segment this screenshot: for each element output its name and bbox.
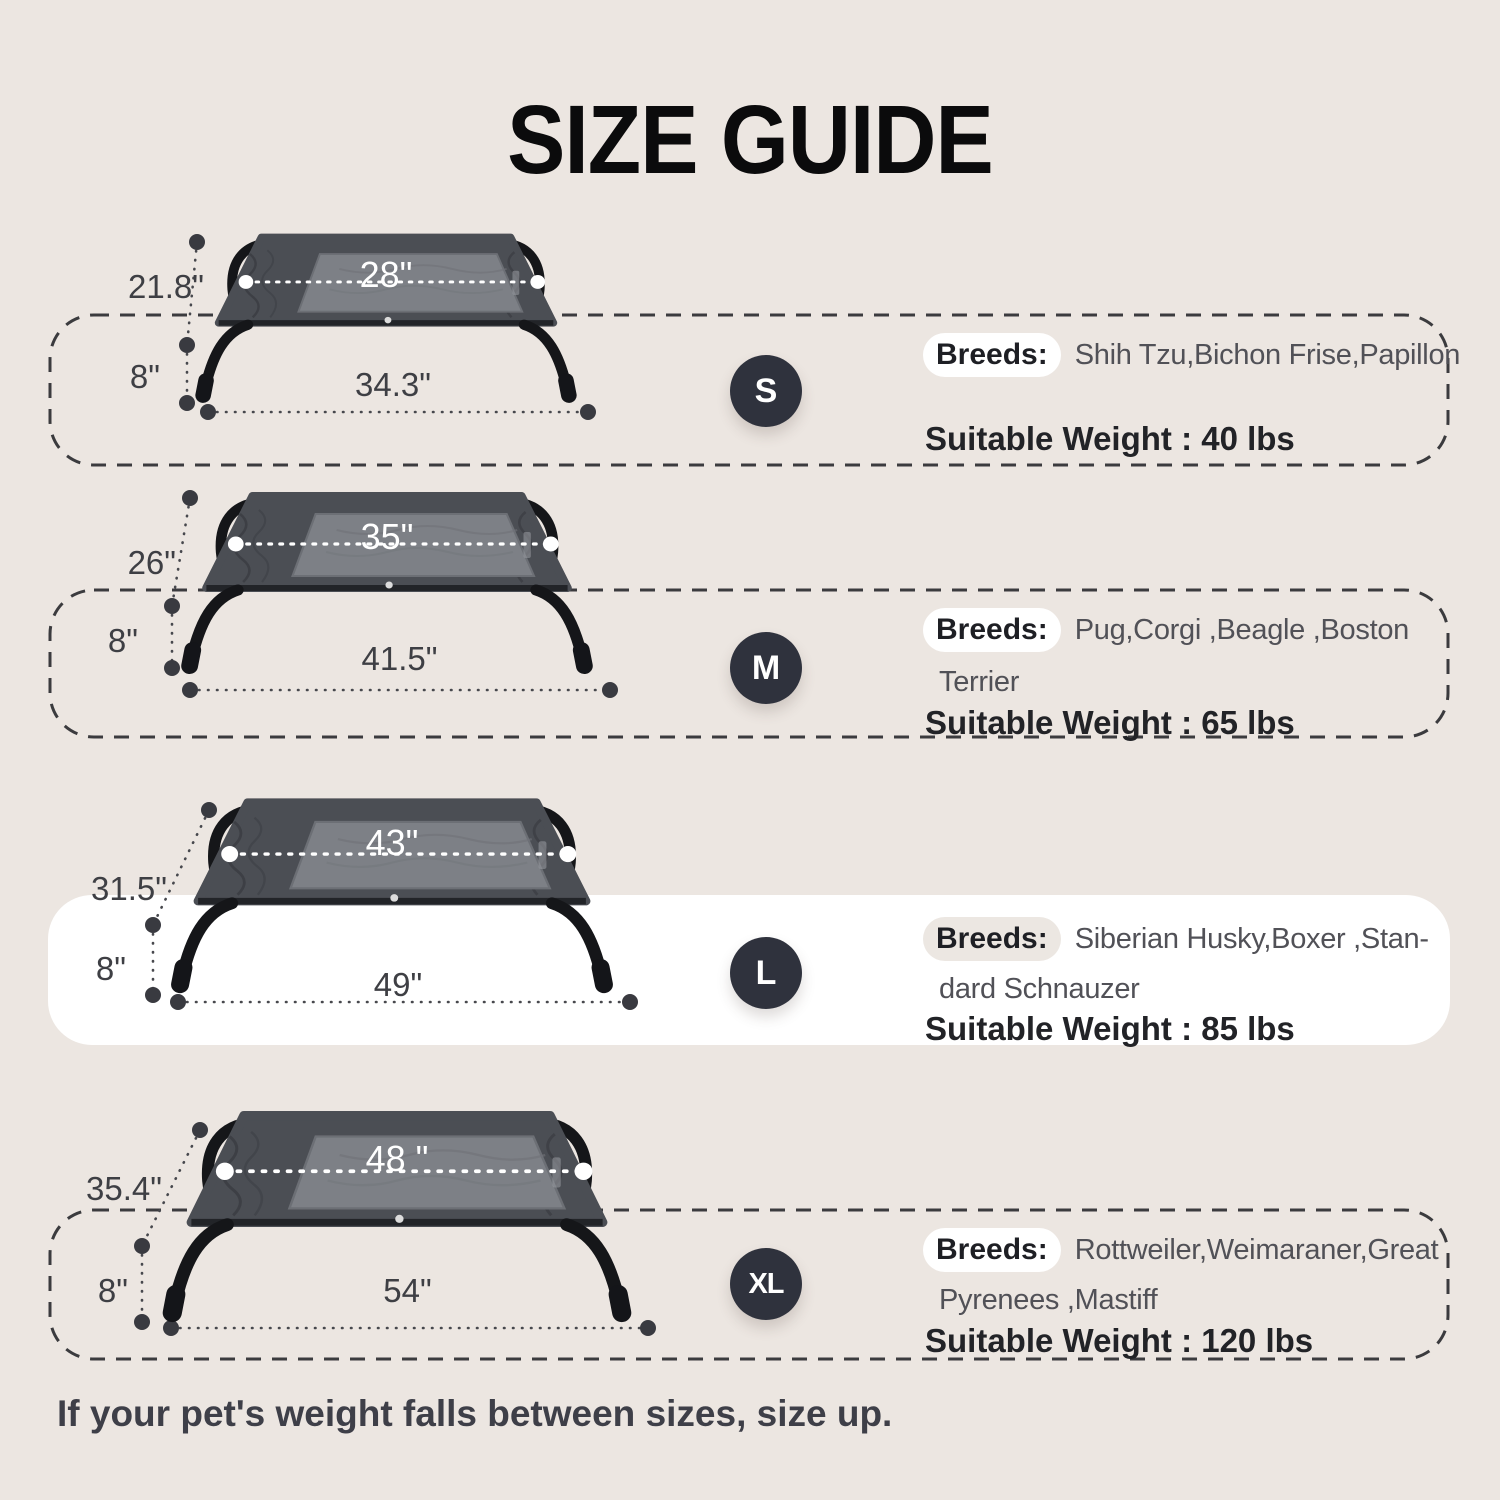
dimension-label-bottom-width: 34.3" [355, 366, 431, 403]
size-row-s [0, 230, 1500, 510]
dimension-label-height: 8" [97, 1272, 128, 1309]
dimension-label-height: 8" [129, 358, 160, 395]
suitable-weight: Suitable Weight : 120 lbs [925, 1322, 1314, 1359]
suitable-weight: Suitable Weight : 65 lbs [925, 704, 1295, 741]
dimension-label-top-width: 35" [360, 516, 414, 557]
size-badge-s [730, 355, 802, 427]
breeds-label-pill: Breeds: [923, 608, 1061, 652]
breeds-value: Rottweiler,Weimaraner,Great [1074, 1233, 1439, 1266]
breeds-label-pill: Breeds: [923, 333, 1061, 377]
size-badge-label: L [755, 953, 777, 992]
breeds-value-line2: Terrier [939, 666, 1020, 698]
breeds-value-line2: dard Schnauzer [939, 973, 1140, 1005]
dimension-label-depth: 21.8" [128, 268, 204, 305]
breeds-label-pill: Breeds: [923, 1228, 1061, 1272]
suitable-weight: Suitable Weight : 85 lbs [925, 1010, 1295, 1047]
dimension-label-top-width: 48 " [365, 1138, 429, 1179]
dimension-label-bottom-width: 54" [383, 1272, 432, 1309]
breeds-value: Siberian Husky,Boxer ,Stan- [1074, 922, 1429, 955]
sizing-advice-note: If your pet's weight falls between sizes, size up. [57, 1393, 893, 1434]
size-badge-label: S [754, 371, 778, 410]
breeds-value: Shih Tzu,Bichon Frise,Papillon [1074, 338, 1461, 371]
dimension-label-height: 8" [95, 950, 126, 987]
size-row-xl [0, 1086, 1500, 1416]
size-badge-l [730, 937, 802, 1009]
dimension-label-top-width: 28" [359, 254, 413, 295]
page-title: SIZE GUIDE [507, 85, 993, 194]
dimension-label-bottom-width: 49" [373, 966, 423, 1003]
size-row-l [0, 786, 1500, 1101]
size-badge-xl [730, 1248, 802, 1320]
size-badge-label: XL [748, 1267, 784, 1300]
size-row-m [0, 488, 1500, 788]
dimension-label-depth: 31.5" [91, 870, 167, 907]
size-badge-m [730, 632, 802, 704]
breeds-label-pill: Breeds: [923, 917, 1061, 961]
breeds-value-line2: Pyrenees ,Mastiff [939, 1284, 1158, 1316]
dimension-label-bottom-width: 41.5" [361, 640, 438, 677]
size-badge-label: M [751, 648, 781, 687]
suitable-weight: Suitable Weight : 40 lbs [925, 420, 1295, 457]
dimension-label-depth: 26" [127, 544, 176, 581]
dimension-label-height: 8" [107, 622, 138, 659]
dimension-label-depth: 35.4" [86, 1170, 162, 1207]
breeds-value: Pug,Corgi ,Beagle ,Boston [1074, 613, 1409, 646]
dimension-label-top-width: 43" [365, 822, 419, 863]
